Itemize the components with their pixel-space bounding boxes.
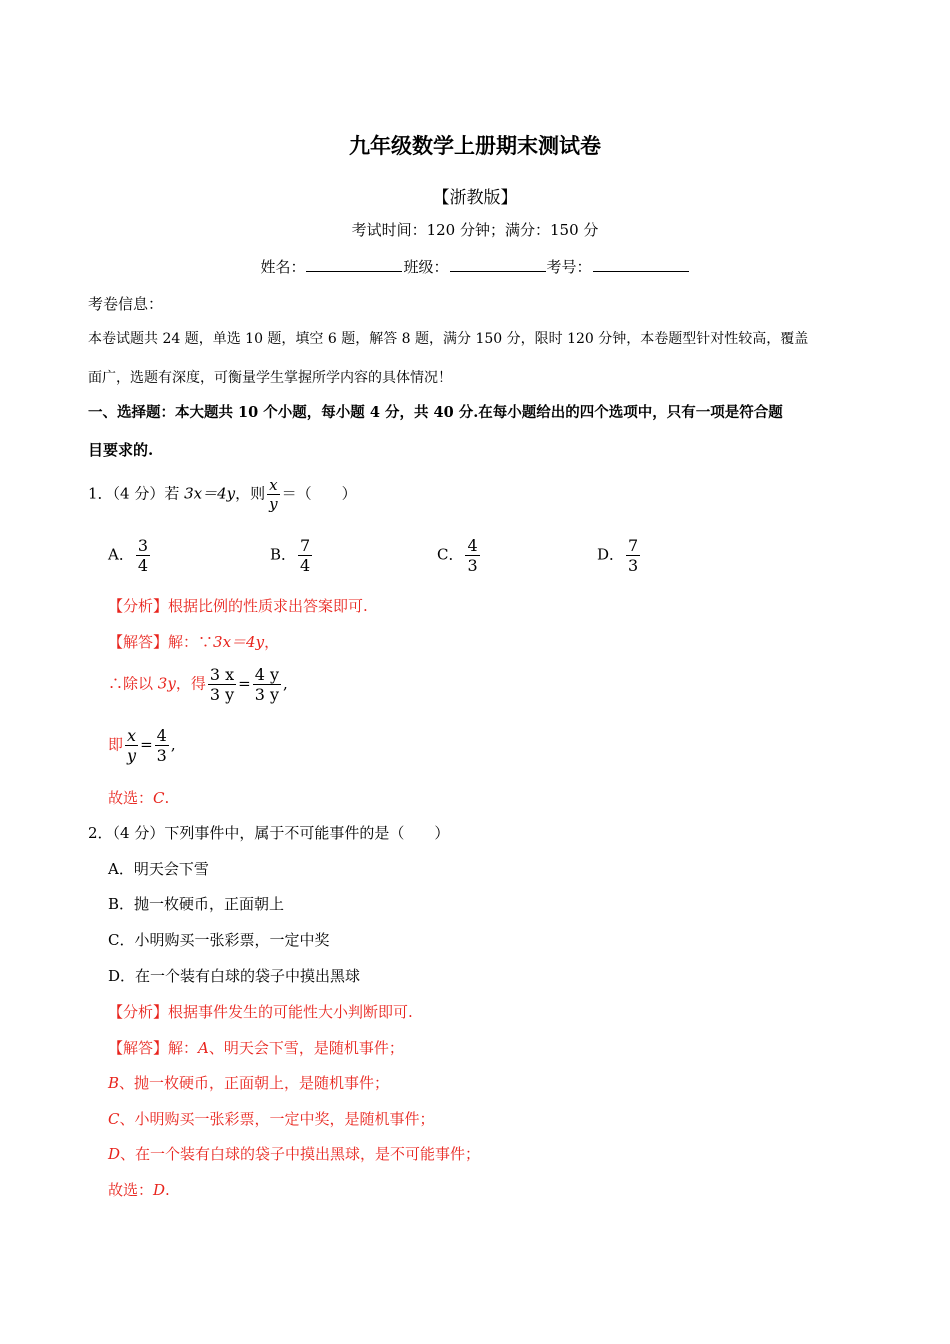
- q1-analysis: 【分析】根据比例的性质求出答案即可.: [108, 597, 368, 615]
- q1-option-c: C． $\frac{4}{3}$: [437, 536, 478, 575]
- q1-then: ，则: [235, 484, 266, 503]
- question-1-stem: [88, 476, 357, 513]
- q2-answer-d: D、在一个装有白球的袋子中摸出黑球，是不可能事件；: [108, 1145, 481, 1163]
- q2-answer: 【解答】解：A、明天会下雪，是随机事件；: [108, 1039, 404, 1057]
- q1-step3: 即 $\frac{x}{y}$ = $\frac{4}{3}$ ,: [108, 726, 176, 765]
- number-blank: [593, 257, 689, 272]
- exam-info: 考试时间：120 分钟；满分：150 分: [351, 221, 599, 239]
- q1-prefix: 1．（4 分）若: [88, 484, 185, 503]
- student-info-row: [0, 256, 950, 277]
- section-heading-line1: 一、选择题：本大题共 10 个小题，每小题 4 分，共 40 分.在每小题给出的四个选项中，只有一项是符合题: [88, 404, 783, 421]
- question-2-stem: 2．（4 分）下列事件中，属于不可能事件的是（ ）: [88, 824, 450, 842]
- name-label: 姓名：: [260, 258, 306, 276]
- q1-option-d: D． $\frac{7}{3}$: [597, 536, 639, 575]
- q2-option-d: D．在一个装有白球的袋子中摸出黑球: [108, 967, 361, 985]
- class-label: 班级：: [403, 258, 449, 276]
- edition-label: 【浙教版】: [432, 188, 518, 208]
- page-title: 九年级数学上册期末测试卷: [349, 133, 601, 158]
- q1-step2: ∴除以 3y，得 $\frac{3 x}{3 y}$ = $\frac{4 y}{3 y}$ ,: [108, 665, 288, 704]
- notice-line2: 面广，选题有深度，可衡量学生掌握所学内容的具体情况！: [88, 370, 452, 386]
- q1-option-a: A． $\frac{3}{4}$: [108, 536, 149, 575]
- q2-answer-b: B、抛一枚硬币，正面朝上，是随机事件；: [108, 1074, 390, 1092]
- q1-conclusion: 故选：C.: [108, 789, 170, 807]
- q1-answer: 【解答】解：∵3x＝4y，: [108, 633, 280, 651]
- notice-heading: 考卷信息：: [88, 295, 164, 313]
- name-blank: [306, 257, 402, 272]
- number-label: 考号：: [546, 258, 592, 276]
- q2-conclusion: 故选：D.: [108, 1181, 170, 1199]
- class-blank: [450, 257, 546, 272]
- q1-fraction: $\frac{x}{y}$: [269, 476, 278, 513]
- q1-suffix: ＝（ ）: [281, 484, 357, 503]
- q2-analysis: 【分析】根据事件发生的可能性大小判断即可.: [108, 1003, 413, 1021]
- notice-line1: 本卷试题共 24 题，单选 10 题，填空 6 题，解答 8 题，满分 150 分，限时 120 分钟，本卷题型针对性较高，覆盖: [88, 331, 809, 347]
- q2-option-b: B．抛一枚硬币，正面朝上: [108, 895, 285, 913]
- q2-option-a: A．明天会下雪: [108, 860, 209, 878]
- section-heading-line2: 目要求的.: [88, 441, 154, 459]
- q2-option-c: C．小明购买一张彩票，一定中奖: [108, 931, 330, 949]
- q2-answer-c: C、小明购买一张彩票，一定中奖，是随机事件；: [108, 1110, 435, 1128]
- q1-option-b: B． $\frac{7}{4}$: [270, 536, 311, 575]
- q1-condition: 3x＝4y: [184, 484, 236, 503]
